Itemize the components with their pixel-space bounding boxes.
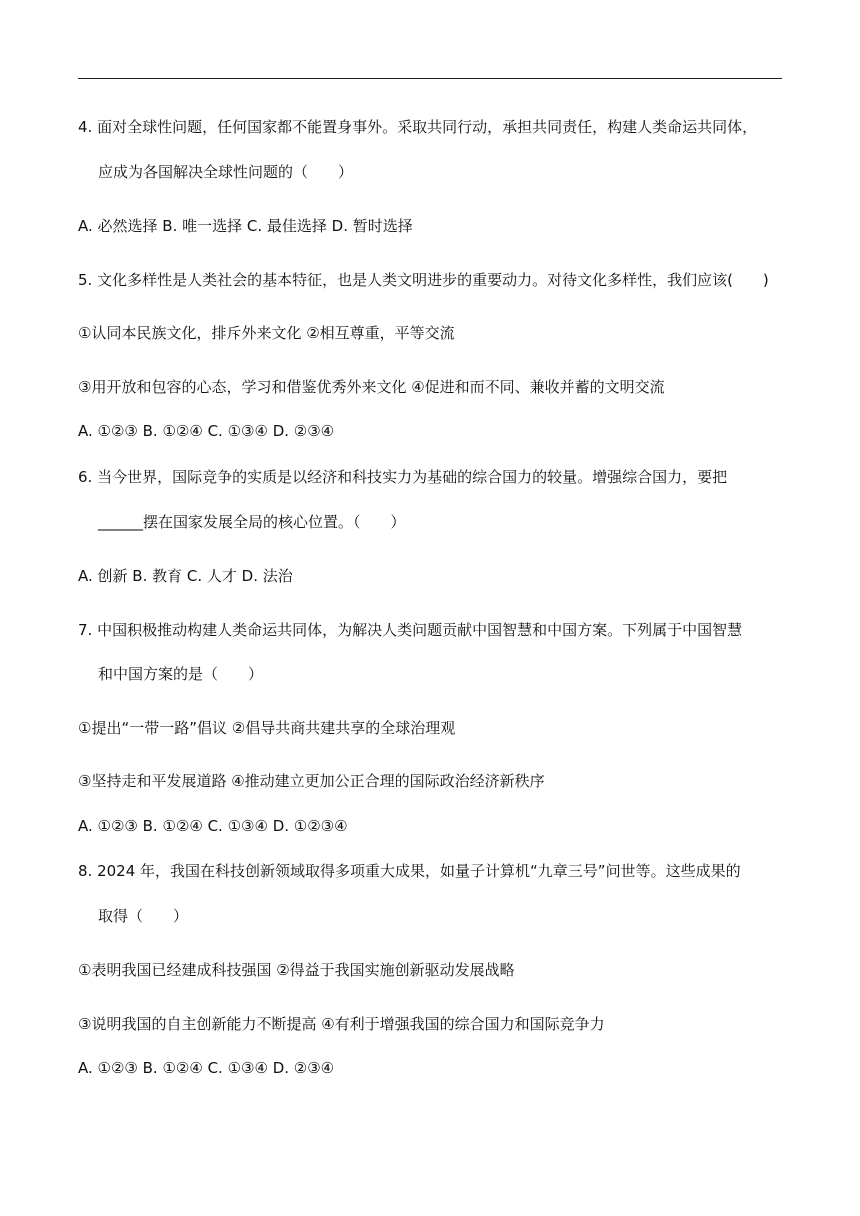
q8-item-2: ③说明我国的自主创新能力不断提高 ④有利于增强我国的综合国力和国际竞争力 [78, 1015, 605, 1033]
header-rule [78, 78, 782, 79]
q6-stem-line1: 6. 当今世界，国际竞争的实质是以经济和科技实力为基础的综合国力的较量。增强综合国力，要把 [78, 468, 728, 486]
q8-options: A. ①②③ B. ①②④ C. ①③④ D. ②③④ [78, 1059, 335, 1077]
q5-stem-line1: 5. 文化多样性是人类社会的基本特征，也是人类文明进步的重要动力。对待文化多样性，我们应该( ) [78, 271, 769, 289]
q8-stem-line2: 取得（ ） [98, 907, 189, 925]
q8-item-1: ①表明我国已经建成科技强国 ②得益于我国实施创新驱动发展战略 [78, 961, 515, 979]
q7-item-1: ①提出“一带一路”倡议 ②倡导共商共建共享的全球治理观 [78, 719, 456, 737]
q7-item-2: ③坚持走和平发展道路 ④推动建立更加公正合理的国际政治经济新秩序 [78, 772, 545, 790]
q4-stem-line2: 应成为各国解决全球性问题的（ ） [98, 163, 354, 181]
q5-item-2: ③用开放和包容的心态，学习和借鉴优秀外来文化 ④促进和而不同、兼收并蓄的文明交流 [78, 378, 665, 396]
q4-stem-line1: 4. 面对全球性问题，任何国家都不能置身事外。采取共同行动，承担共同责任，构建人类命运共同体， [78, 118, 758, 136]
q6-stem-line2: ______摆在国家发展全局的核心位置。（ ） [98, 513, 406, 531]
q6-options: A. 创新 B. 教育 C. 人才 D. 法治 [78, 567, 293, 585]
q5-options: A. ①②③ B. ①②④ C. ①③④ D. ②③④ [78, 422, 335, 440]
q4-options: A. 必然选择 B. 唯一选择 C. 最佳选择 D. 暂时选择 [78, 217, 413, 235]
q7-stem-line2: 和中国方案的是（ ） [98, 665, 264, 683]
q7-options: A. ①②③ B. ①②④ C. ①③④ D. ①②③④ [78, 817, 348, 835]
q7-stem-line1: 7. 中国积极推动构建人类命运共同体，为解决人类问题贡献中国智慧和中国方案。下列属于中国智慧 [78, 621, 743, 639]
q5-item-1: ①认同本民族文化，排斥外来文化 ②相互尊重，平等交流 [78, 324, 455, 342]
q8-stem-line1: 8. 2024 年，我国在科技创新领域取得多项重大成果，如量子计算机“九章三号”问世等。这些成果的 [78, 862, 741, 880]
